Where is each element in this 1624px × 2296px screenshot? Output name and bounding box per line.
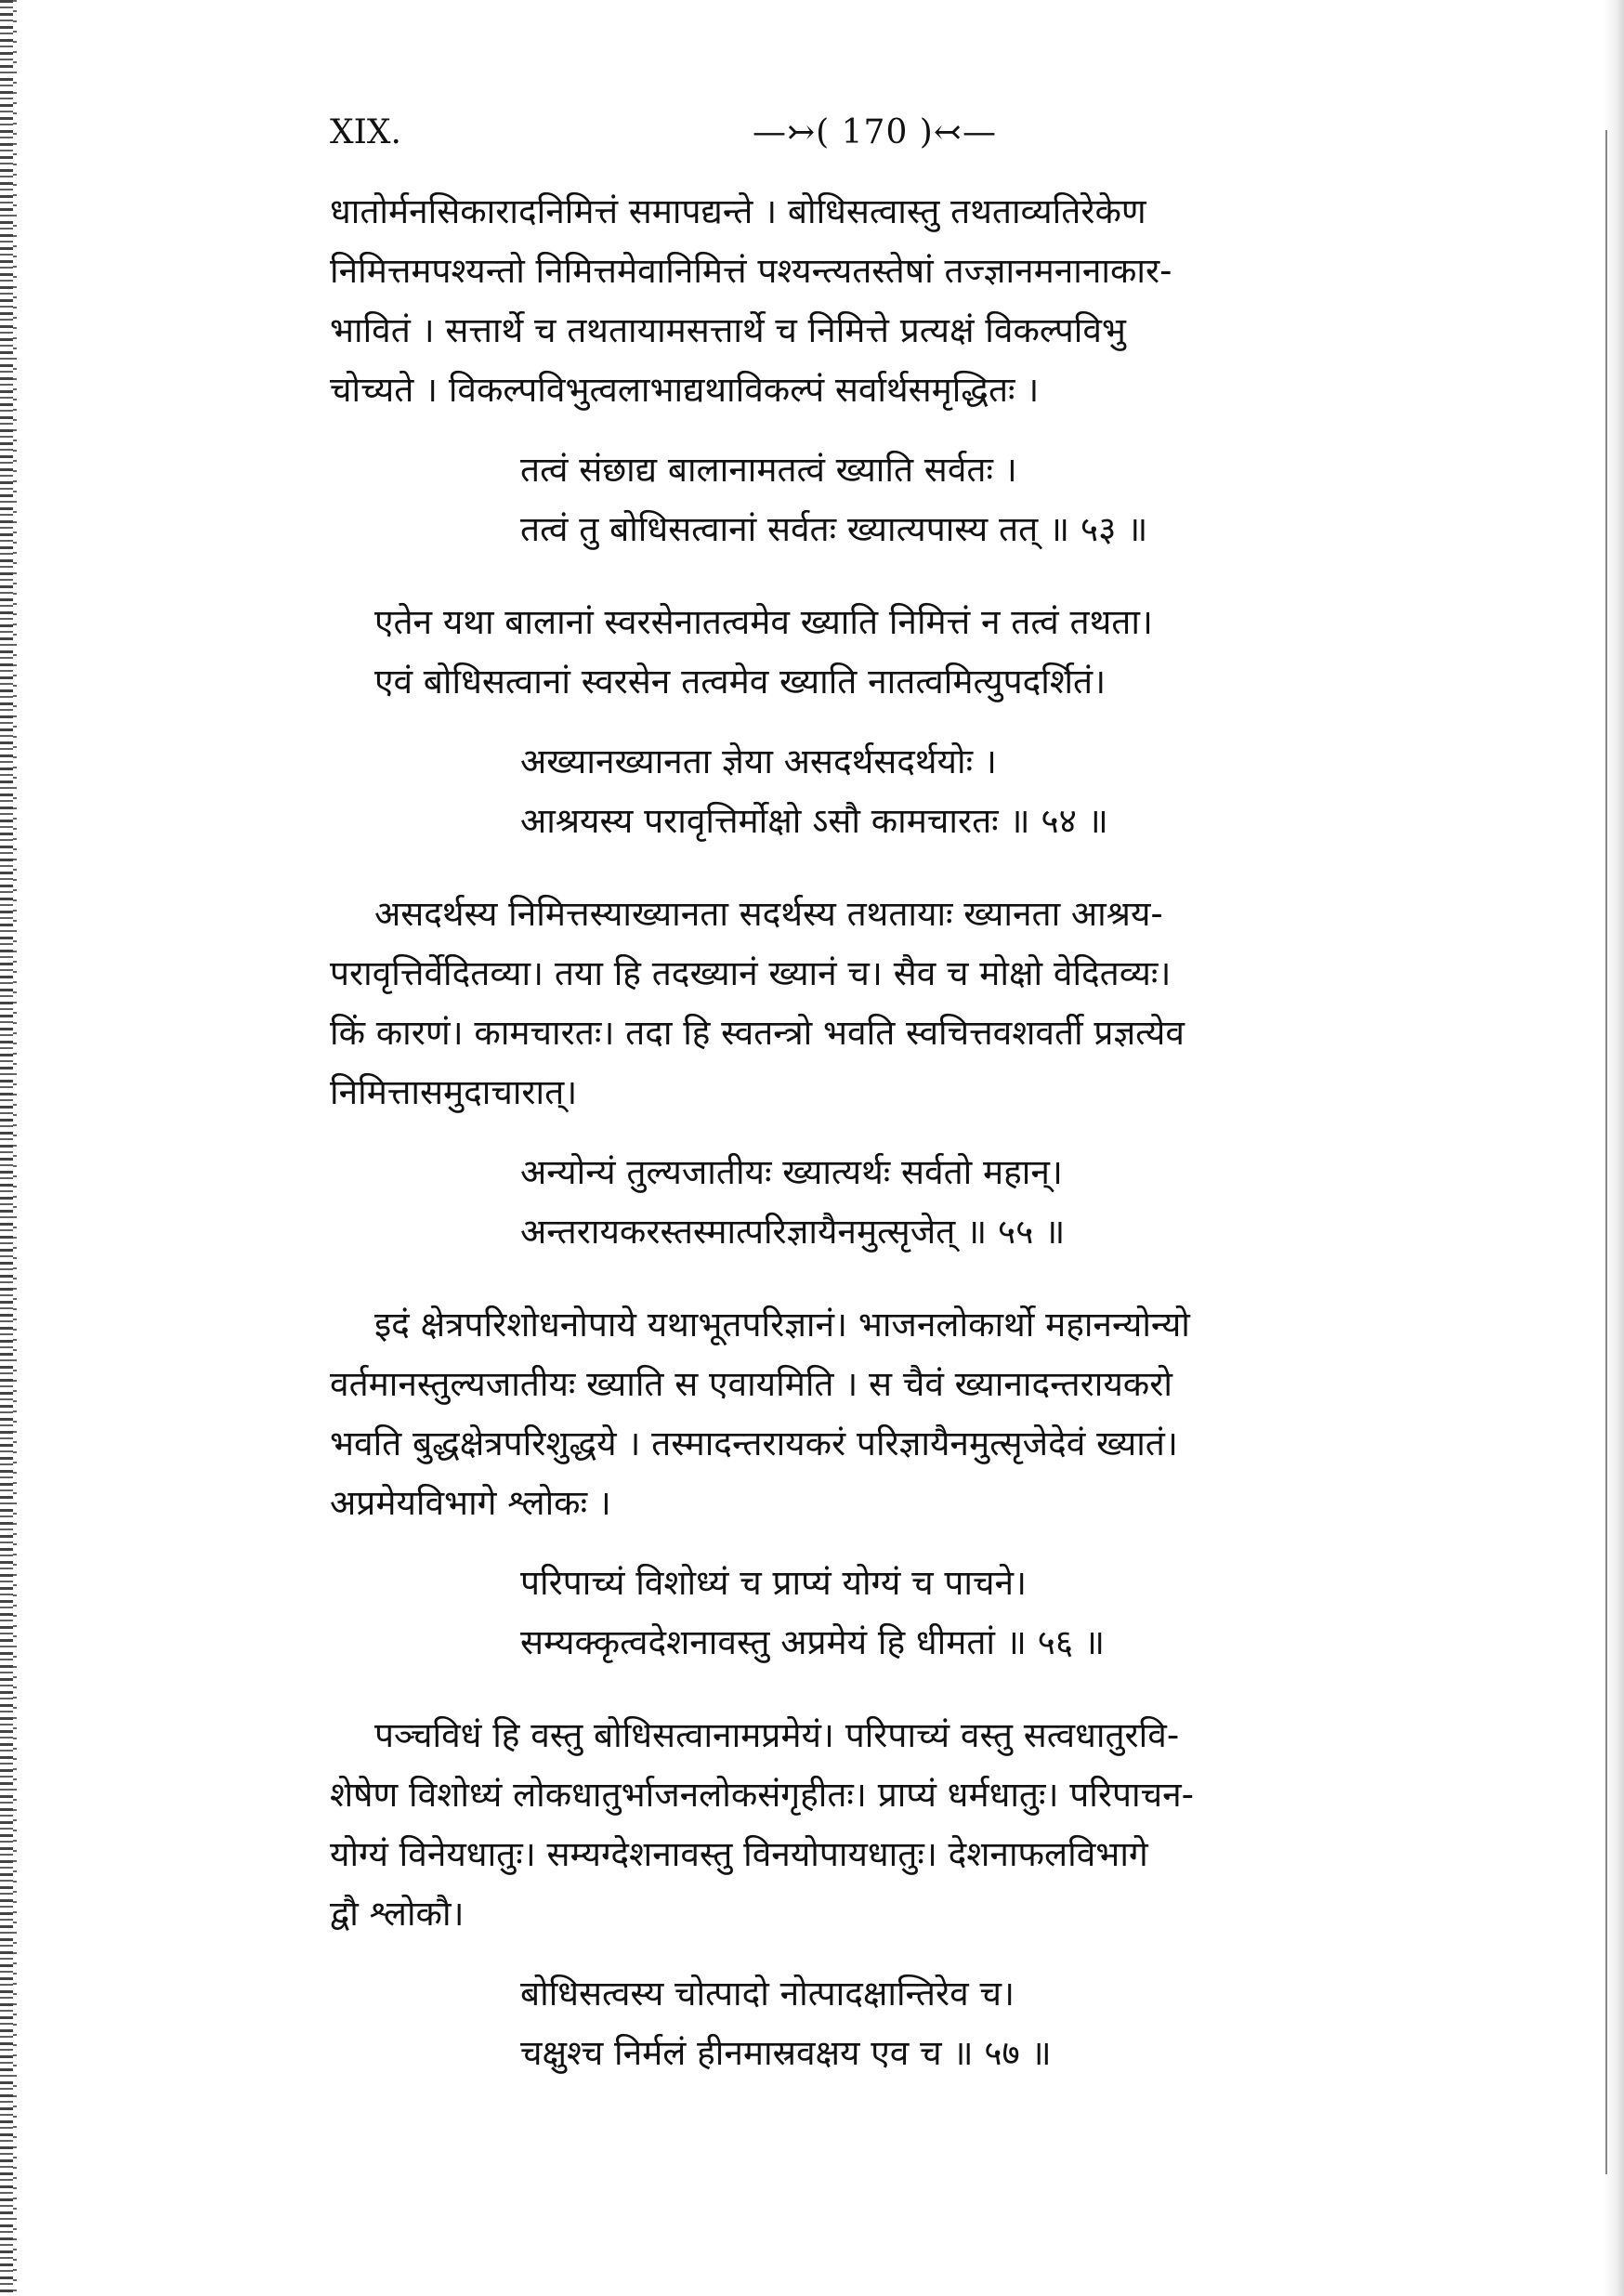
binding-edge-marks [13, 0, 17, 2296]
verse-line: आश्रयस्य परावृत्तिर्मोक्षो ऽसौ कामचारतः ॥ ५४ ॥ [520, 801, 1108, 841]
verse-line: तत्वं तु बोधिसत्वानां सर्वतः ख्यात्यपास्य तत् ॥ ५३ ॥ [520, 509, 1148, 549]
verse-line: अन्योन्यं तुल्यजातीयः ख्यात्यर्थः सर्वतो महान्। [520, 1152, 1063, 1192]
spacer [330, 1673, 1449, 1706]
spacer [330, 712, 1449, 732]
verse-54 [330, 732, 1449, 851]
verse-line: सम्यक्कृत्वदेशनावस्तु अप्रमेयं हि धीमतां ॥ ५६ ॥ [520, 1622, 1106, 1662]
verse-57 [330, 1964, 1449, 2083]
page-body [330, 182, 1449, 2083]
text-line: शेषेण विशोध्यं लोकधातुर्भाजनलोकसंगृहीतः। प्राप्यं धर्मधातुः। परिपाचन- [330, 1775, 1194, 1815]
text-line: चोच्यते । विकल्पविभुत्वलाभाद्यथाविकल्पं सर्वार्थसमृद्धितः । [330, 370, 1040, 410]
signature-mark: XIX. [330, 113, 401, 151]
verse-line: तत्वं संछाद्य बालानामतत्वं ख्याति सर्वतः । [520, 450, 1017, 490]
prose-paragraph [330, 1295, 1449, 1533]
text-line: इदं क्षेत्रपरिशोधनोपाये यथाभूतपरिज्ञानं। भाजनलोकार्थो महानन्योन्यो [374, 1305, 1190, 1345]
text-line: वर्तमानस्तुल्यजातीयः ख्याति स एवायमिति । स चैवं ख्यानादन्तरायकरो [330, 1364, 1172, 1404]
spacer [330, 559, 1449, 593]
text-line: एवं बोधिसत्वानां स्वरसेन तत्वमेव ख्याति नातत्वमित्युपदर्शितं। [374, 662, 1107, 702]
text-line: धातोर्मनसिकारादनिमित्तं समापद्यन्ते । बोधिसत्वास्तु तथताव्यतिरेकेण [330, 191, 1146, 231]
text-line: भावितं । सत्तार्थे च तथतायामसत्तार्थे च निमित्ते प्रत्यक्षं विकल्पविभु [330, 310, 1126, 350]
page-number: —↣( 170 )↢— [753, 113, 998, 151]
verse-line: परिपाच्यं विशोध्यं च प्राप्यं योग्यं च पाचने। [520, 1563, 1028, 1603]
text-line: परावृत्तिर्वेदितव्या। तया हि तदख्यानं ख्यानं च। सैव च मोक्षो वेदितव्यः। [330, 953, 1172, 993]
verse-53 [330, 440, 1449, 559]
text-line: योग्यं विनेयधातुः। सम्यग्देशनावस्तु विनयोपायधातुः। देशनाफलविभागे [330, 1834, 1148, 1874]
spacer [330, 1262, 1449, 1295]
verse-line: बोधिसत्वस्य चोत्पादो नोत्पादक्षान्तिरेव च। [520, 1974, 1015, 2014]
verse-55 [330, 1143, 1449, 1262]
text-line: भवति बुद्धक्षेत्रपरिशुद्धये । तस्मादन्तरायकरं परिज्ञायैनमुत्सृजेदेवं ख्यातं। [330, 1424, 1178, 1463]
verse-56 [330, 1554, 1449, 1673]
text-line: असदर्थस्य निमित्तस्याख्यानता सदर्थस्य तथतायाः ख्यानता आश्रय- [374, 894, 1163, 934]
text-line: निमित्तमपश्यन्तो निमित्तमेवानिमित्तं पश्यन्त्यतस्तेषां तज्ज्ञानमनानाकार- [330, 251, 1172, 291]
spacer [330, 1122, 1449, 1143]
page-right-edge-line [1605, 130, 1607, 2174]
verse-line: अख्यानख्यानता ज्ञेया असदर्थसदर्थयोः । [520, 741, 997, 781]
text-line: एतेन यथा बालानां स्वरसेनातत्वमेव ख्याति निमित्तं न तत्वं तथता। [374, 602, 1153, 642]
spacer [330, 1944, 1449, 1964]
prose-paragraph [330, 1706, 1449, 1944]
text-line: पञ्चविधं हि वस्तु बोधिसत्वानामप्रमेयं। परिपाच्यं वस्तु सत्वधातुरवि- [374, 1715, 1180, 1755]
verse-line: चक्षुश्च निर्मलं हीनमास्रवक्षय एव च ॥ ५७ ॥ [520, 2033, 1052, 2073]
prose-paragraph [330, 182, 1449, 420]
text-line: अप्रमेयविभागे श्लोकः । [330, 1483, 611, 1523]
spacer [330, 1533, 1449, 1554]
prose-paragraph [330, 885, 1449, 1122]
text-line: द्वौ श्लोकौ। [330, 1894, 465, 1934]
page-header [330, 110, 1445, 165]
spacer [330, 420, 1449, 440]
binding-edge [0, 0, 13, 2296]
text-line: किं कारणं। कामचारतः। तदा हि स्वतन्त्रो भवति स्वचित्तवशवर्ती प्रज्ञत्येव [330, 1013, 1185, 1053]
spacer [330, 851, 1449, 885]
verse-line: अन्तरायकरस्तस्मात्परिज्ञायैनमुत्सृजेत् ॥ ५५ ॥ [520, 1212, 1066, 1252]
text-line: निमित्तासमुदाचारात्। [330, 1072, 578, 1112]
prose-paragraph [330, 593, 1449, 712]
